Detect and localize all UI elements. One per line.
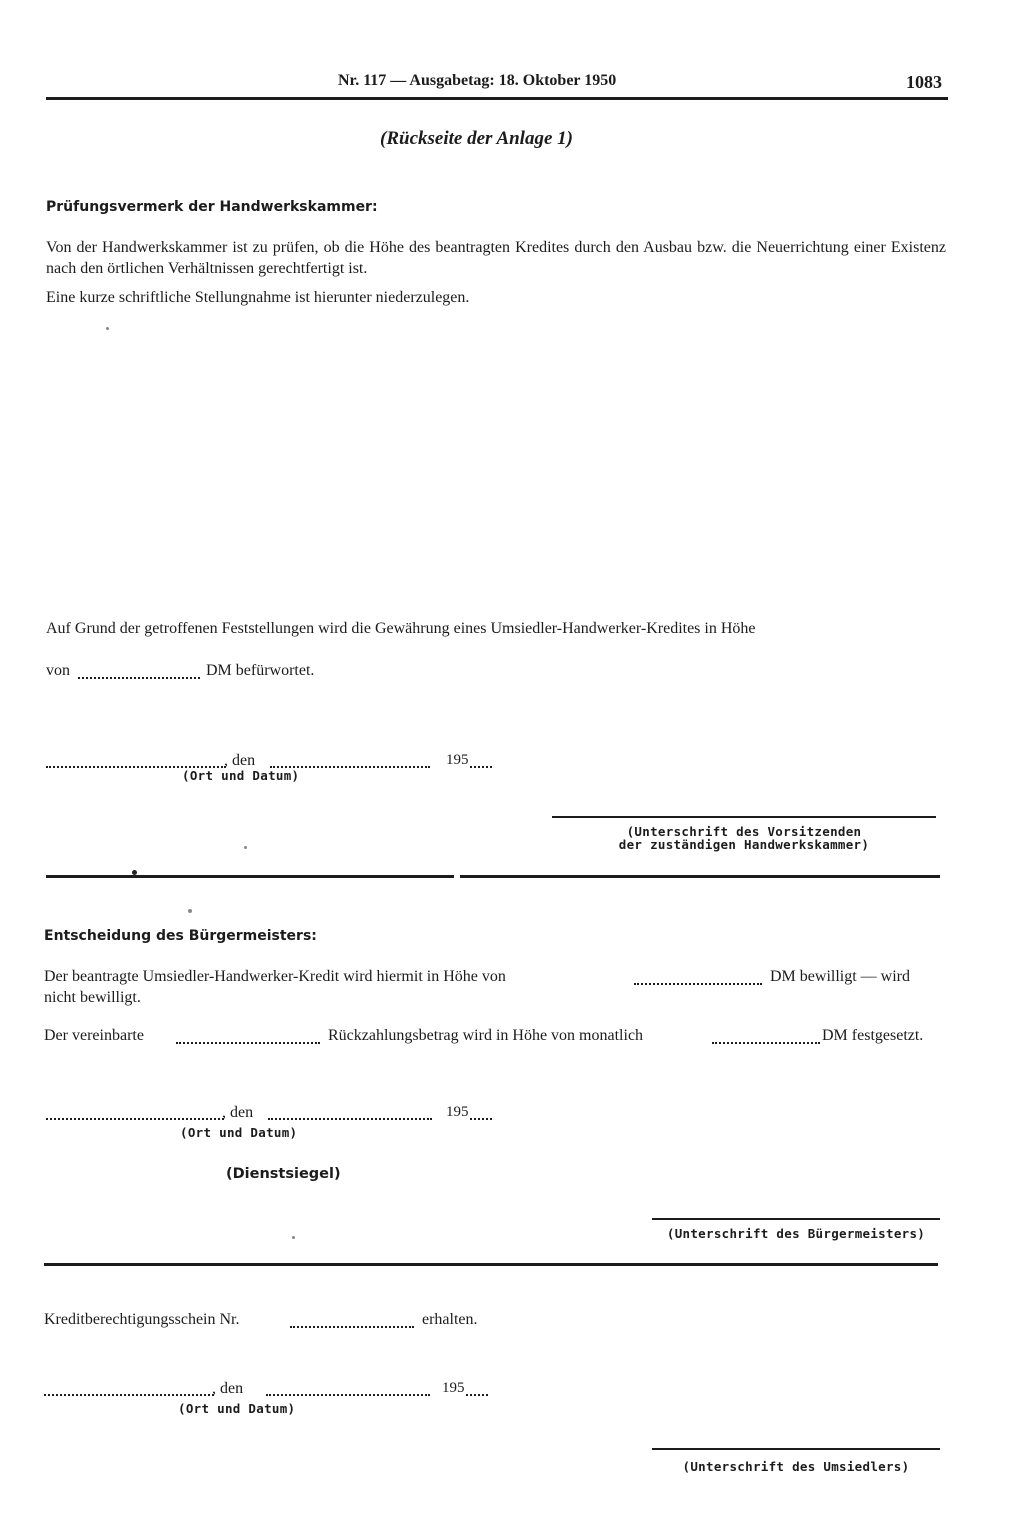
place-field-line-2 [46, 1118, 224, 1120]
issue-header: Nr. 117 — Ausgabetag: 18. Oktober 1950 [338, 72, 617, 89]
section-divider-1b [460, 875, 940, 878]
agreed-field-line [176, 1042, 320, 1044]
section1-paragraph2: Eine kurze schriftliche Stellungnahme ist hierunter niederzulegen. [46, 289, 470, 306]
signature-line-umsiedler [652, 1448, 940, 1450]
amount-field-line [78, 677, 200, 679]
scan-speck [132, 870, 137, 875]
section1-dm-befuerwortet: DM befürwortet. [206, 662, 315, 679]
section2-line2a: Der vereinbarte [44, 1027, 144, 1044]
signature-line-vorsitzender [552, 816, 936, 818]
section2-den: , den [222, 1104, 254, 1121]
year-field-line-2 [470, 1118, 492, 1120]
section1-den: , den [224, 752, 256, 769]
section2-line1c: nicht bewilligt. [44, 989, 141, 1006]
section3-line-b: erhalten. [422, 1311, 478, 1328]
monthly-amount-field-line [712, 1042, 820, 1044]
section1-statement: Auf Grund der getroffenen Feststellungen wird die Gewährung eines Umsiedler-Handwerker-Kredites in Höhe [46, 620, 756, 637]
signature-line-buergermeister [652, 1218, 940, 1220]
date-field-line-2 [268, 1118, 432, 1120]
granted-amount-field-line [634, 983, 762, 985]
section2-ort-datum: (Ort und Datum) [180, 1125, 298, 1140]
section1-ort-datum: (Ort und Datum) [182, 768, 300, 783]
section2-year: 195 [446, 1104, 469, 1120]
section3-den: , den [212, 1380, 244, 1397]
header-rule [46, 97, 948, 100]
signature-label-buergermeister: (Unterschrift des Bürgermeisters) [666, 1226, 926, 1241]
section1-year: 195 [446, 752, 469, 768]
scan-speck [188, 909, 192, 913]
signature-label-umsiedler: (Unterschrift des Umsiedlers) [682, 1459, 910, 1474]
section1-heading: Prüfungsvermerk der Handwerkskammer: [46, 199, 378, 215]
section3-year: 195 [442, 1380, 465, 1396]
certificate-number-field-line [290, 1326, 414, 1328]
scan-speck [292, 1236, 295, 1239]
dienstsiegel-label: (Dienstsiegel) [226, 1166, 341, 1182]
section-divider-1a [46, 875, 454, 878]
section2-line2c: DM festgesetzt. [822, 1027, 924, 1044]
signature-label-vorsitzender-2: der zuständigen Handwerkskammer) [618, 837, 870, 852]
section2-line1a: Der beantragte Umsiedler-Handwerker-Kredit wird hiermit in Höhe von [44, 968, 506, 985]
page-number: 1083 [906, 72, 942, 92]
date-field-line-3 [266, 1394, 430, 1396]
year-field-line-3 [466, 1394, 488, 1396]
section2-heading: Entscheidung des Bürgermeisters: [44, 928, 317, 944]
year-field-line [470, 766, 492, 768]
section-divider-2 [44, 1263, 938, 1266]
scan-speck [244, 846, 247, 849]
subtitle: (Rückseite der Anlage 1) [380, 128, 573, 149]
signature-label-vorsitzender-1: (Unterschrift des Vorsitzenden [626, 824, 862, 839]
section1-von: von [46, 662, 70, 679]
section2-line1b: DM bewilligt — wird [770, 968, 910, 985]
section3-line-a: Kreditberechtigungsschein Nr. [44, 1311, 240, 1328]
section2-line2b: Rückzahlungsbetrag wird in Höhe von monatlich [328, 1027, 644, 1044]
scan-speck [106, 327, 109, 330]
section1-paragraph1: Von der Handwerkskammer ist zu prüfen, ob die Höhe des beantragten Kredites durch den Ausbau bzw. die Neuerrichtung einer Existenz nach den örtlichen Verhältnissen gerechtfertigt ist. [46, 239, 946, 277]
place-field-line-3 [44, 1394, 214, 1396]
section3-ort-datum: (Ort und Datum) [178, 1401, 296, 1416]
